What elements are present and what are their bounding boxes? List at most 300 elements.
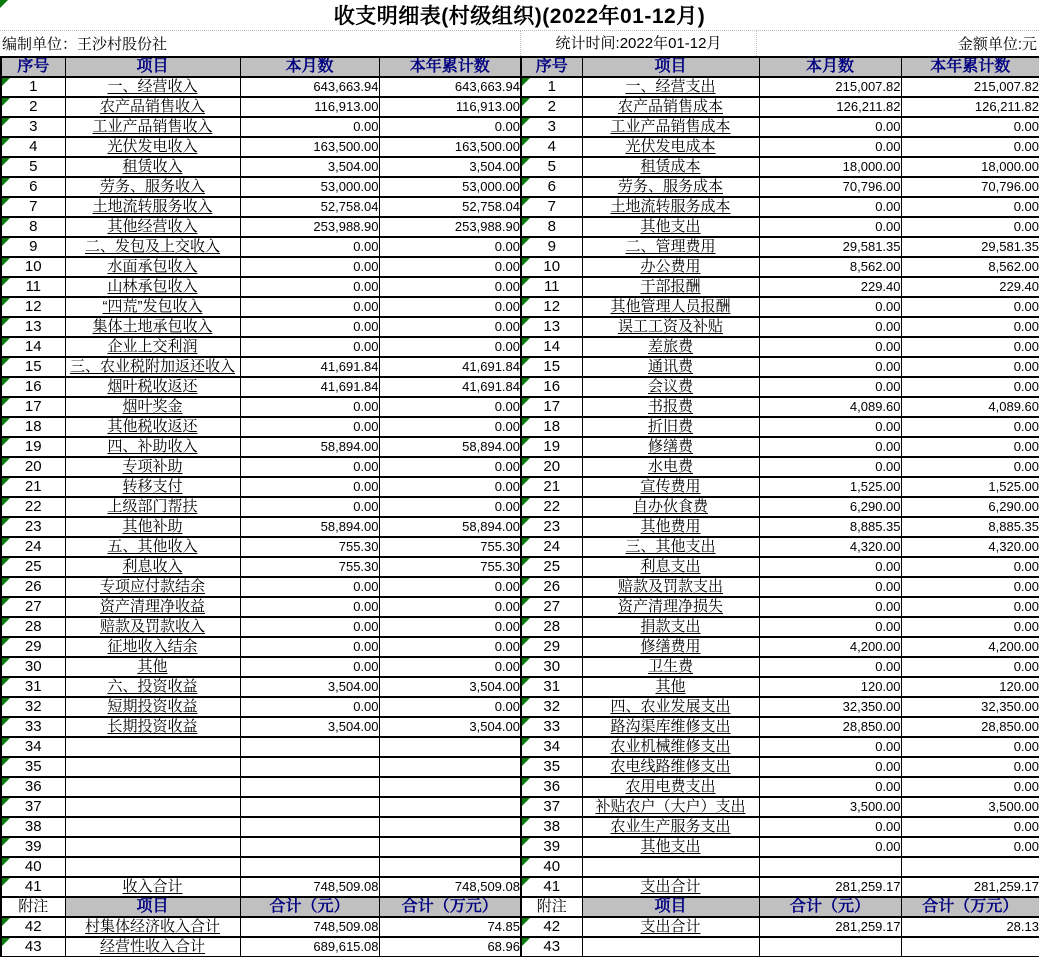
expense-item-cell (582, 77, 759, 97)
expense-ytd-value: 215,007.82 (901, 77, 1039, 97)
income-ytd-value: 0.00 (379, 457, 521, 477)
income-ytd-value: 0.00 (379, 397, 521, 417)
expense-month-value: 70,796.00 (759, 177, 901, 197)
income-item-cell (65, 317, 240, 337)
expense-month-value: 120.00 (759, 677, 901, 697)
expense-item-link[interactable]: 二、管理费用 (625, 238, 716, 255)
table-row (1, 497, 1039, 517)
income-ytd-value (379, 797, 521, 817)
income-item-cell (65, 297, 240, 317)
expense-month-value (759, 857, 901, 877)
income-ytd-value: 0.00 (379, 697, 521, 717)
income-month-value: 755.30 (240, 557, 379, 577)
expense-item-cell (582, 397, 759, 417)
expense-item-link[interactable]: 补贴农户（大户）支出 (595, 798, 746, 815)
income-item-cell (65, 777, 240, 797)
income-item-link[interactable]: 征地收入结余 (107, 638, 198, 655)
income-row-number: 28 (1, 617, 65, 637)
expense-month-value: 0.00 (759, 597, 901, 617)
expense-item-link[interactable]: 赔款及罚款支出 (617, 578, 723, 595)
income-ytd-value: 0.00 (379, 637, 521, 657)
table-row (1, 857, 1039, 877)
income-item-cell (65, 677, 240, 697)
income-item-link[interactable]: 利息收入 (122, 558, 183, 575)
expense-item-cell (582, 917, 759, 937)
income-month-value: 116,913.00 (240, 97, 379, 117)
expense-item-cell (582, 197, 759, 217)
expense-month-value: 215,007.82 (759, 77, 901, 97)
expense-month-value: 0.00 (759, 837, 901, 857)
income-month-value (240, 837, 379, 857)
expense-month-value: 0.00 (759, 577, 901, 597)
expense-row-number: 37 (521, 797, 582, 817)
expense-row-number: 43 (521, 937, 582, 957)
income-row-number: 21 (1, 477, 65, 497)
expense-item-link[interactable]: 其他管理人员报酬 (610, 298, 731, 315)
income-month-value: 53,000.00 (240, 177, 379, 197)
expense-item-cell (582, 437, 759, 457)
income-item-cell (65, 257, 240, 277)
expense-total-wan-value: 28.13 (901, 917, 1039, 937)
income-item-cell (65, 737, 240, 757)
income-item-cell (65, 397, 240, 417)
income-item-cell (65, 757, 240, 777)
expense-item-cell (582, 377, 759, 397)
income-item-link[interactable]: 其他经营收入 (107, 218, 198, 235)
meta-row (0, 31, 1039, 56)
income-row-number: 24 (1, 537, 65, 557)
expense-item-cell (582, 517, 759, 537)
table-row (1, 677, 1039, 697)
income-ytd-value: 41,691.84 (379, 377, 521, 397)
table-row (1, 637, 1039, 657)
expense-month-value: 281,259.17 (759, 877, 901, 897)
income-item-link[interactable]: “四荒”发包收入 (102, 298, 203, 315)
income-row-number: 40 (1, 857, 65, 877)
expense-item-cell (582, 357, 759, 377)
income-item-cell (65, 717, 240, 737)
expense-item-link[interactable]: 水电费 (647, 458, 693, 475)
expense-row-number: 33 (521, 717, 582, 737)
income-item-link[interactable]: 土地流转服务收入 (92, 198, 213, 215)
expense-row-number: 3 (521, 117, 582, 137)
expense-item-link[interactable]: 误工工资及补贴 (617, 318, 723, 335)
income-item-link[interactable]: 专项补助 (122, 458, 183, 475)
income-ytd-value (379, 837, 521, 857)
expense-ytd-value: 28,850.00 (901, 717, 1039, 737)
income-ytd-value: 0.00 (379, 237, 521, 257)
income-month-value (240, 857, 379, 877)
income-row-number: 25 (1, 557, 65, 577)
expense-item-link[interactable]: 支出合计 (640, 918, 701, 935)
income-month-value: 58,894.00 (240, 517, 379, 537)
expense-item-link[interactable]: 资产清理净损失 (617, 598, 723, 615)
expense-row-number: 1 (521, 77, 582, 97)
expense-item-cell (582, 317, 759, 337)
income-ytd-value: 748,509.08 (379, 877, 521, 897)
table-row (1, 697, 1039, 717)
expense-item-link[interactable]: 农电线路维修支出 (610, 758, 731, 775)
income-row-number: 38 (1, 817, 65, 837)
expense-item-link[interactable]: 支出合计 (640, 878, 701, 895)
expense-row-number: 27 (521, 597, 582, 617)
expense-month-value: 8,885.35 (759, 517, 901, 537)
income-ytd-value: 163,500.00 (379, 137, 521, 157)
income-row-number: 12 (1, 297, 65, 317)
expense-month-value: 4,089.60 (759, 397, 901, 417)
income-month-value: 41,691.84 (240, 357, 379, 377)
income-month-value: 0.00 (240, 477, 379, 497)
income-row-number: 33 (1, 717, 65, 737)
table-row (1, 77, 1039, 97)
income-row-number: 30 (1, 657, 65, 677)
expense-item-link[interactable]: 其他费用 (640, 518, 701, 535)
expense-item-cell (582, 857, 759, 877)
table-row (1, 177, 1039, 197)
expense-row-number: 13 (521, 317, 582, 337)
column-header-expense-ytd: 本年累计数 (901, 57, 1039, 77)
expense-item-cell (582, 97, 759, 117)
expense-item-link[interactable]: 农业生产服务支出 (610, 818, 731, 835)
expense-item-cell (582, 537, 759, 557)
expense-ytd-value: 0.00 (901, 737, 1039, 757)
income-item-cell (65, 617, 240, 637)
expense-month-value: 4,320.00 (759, 537, 901, 557)
income-month-value: 0.00 (240, 117, 379, 137)
expense-month-value: 126,211.82 (759, 97, 901, 117)
expense-month-value: 0.00 (759, 117, 901, 137)
expense-item-link[interactable]: 其他 (655, 678, 686, 695)
expense-ytd-value: 3,500.00 (901, 797, 1039, 817)
expense-item-cell (582, 217, 759, 237)
expense-month-value: 0.00 (759, 417, 901, 437)
income-item-cell (65, 797, 240, 817)
income-item-cell (65, 657, 240, 677)
table-row (1, 797, 1039, 817)
expense-footnote-label: 附注 (521, 897, 582, 917)
expense-row-number: 17 (521, 397, 582, 417)
expense-item-link[interactable]: 劳务、服务成本 (617, 178, 723, 195)
expense-row-number: 32 (521, 697, 582, 717)
income-item-link[interactable]: 村集体经济收入合计 (84, 918, 220, 935)
expense-item-link[interactable]: 其他支出 (640, 838, 701, 855)
income-item-link[interactable]: 长期投资收益 (107, 718, 198, 735)
income-row-number: 41 (1, 877, 65, 897)
income-item-link[interactable]: 集体土地承包收入 (92, 318, 213, 335)
expense-item-link[interactable]: 通讯费 (647, 358, 693, 375)
income-item-cell (65, 157, 240, 177)
expense-ytd-value: 126,211.82 (901, 97, 1039, 117)
income-row-number: 34 (1, 737, 65, 757)
expense-ytd-value: 0.00 (901, 457, 1039, 477)
expense-row-number: 2 (521, 97, 582, 117)
income-ytd-value: 0.00 (379, 417, 521, 437)
expense-row-number: 23 (521, 517, 582, 537)
expense-total-yuan-value (759, 937, 901, 957)
expense-item-link[interactable]: 办公费用 (640, 258, 701, 275)
income-month-value: 0.00 (240, 617, 379, 637)
income-item-link[interactable]: 农产品销售收入 (99, 98, 205, 115)
table-row (1, 417, 1039, 437)
expense-ytd-value: 4,320.00 (901, 537, 1039, 557)
income-item-cell (65, 837, 240, 857)
income-month-value (240, 777, 379, 797)
expense-row-number: 4 (521, 137, 582, 157)
income-month-value: 748,509.08 (240, 877, 379, 897)
income-month-value (240, 737, 379, 757)
income-ytd-value: 3,504.00 (379, 157, 521, 177)
expense-row-number: 42 (521, 917, 582, 937)
income-ytd-value: 0.00 (379, 577, 521, 597)
expense-item-cell (582, 637, 759, 657)
expense-ytd-value: 0.00 (901, 557, 1039, 577)
income-total-yuan-value: 689,615.08 (240, 937, 379, 957)
expense-ytd-value: 0.00 (901, 597, 1039, 617)
expense-month-value: 1,525.00 (759, 477, 901, 497)
income-row-number: 20 (1, 457, 65, 477)
table-row (1, 817, 1039, 837)
income-item-cell (65, 337, 240, 357)
expense-item-link[interactable]: 四、农业发展支出 (610, 698, 731, 715)
income-row-number: 16 (1, 377, 65, 397)
income-row-number: 23 (1, 517, 65, 537)
expense-ytd-value: 1,525.00 (901, 477, 1039, 497)
income-ytd-value: 0.00 (379, 597, 521, 617)
expense-month-value: 0.00 (759, 737, 901, 757)
table-row (1, 777, 1039, 797)
expense-item-link[interactable]: 修缮费 (647, 438, 693, 455)
income-item-link[interactable]: 其他税收返还 (107, 418, 198, 435)
expense-ytd-value: 0.00 (901, 777, 1039, 797)
expense-item-link[interactable]: 卫生费 (647, 658, 693, 675)
income-row-number: 15 (1, 357, 65, 377)
income-footnote-label: 附注 (1, 897, 65, 917)
income-month-value (240, 797, 379, 817)
income-item-cell (65, 457, 240, 477)
income-item-link[interactable]: 五、其他收入 (107, 538, 198, 555)
table-row (1, 197, 1039, 217)
table-row (1, 137, 1039, 157)
expense-row-number: 20 (521, 457, 582, 477)
expense-item-link[interactable]: 差旅费 (647, 338, 693, 355)
column-header-expense-no: 序号 (521, 57, 582, 77)
expense-ytd-value: 18,000.00 (901, 157, 1039, 177)
income-item-link[interactable]: 企业上交利润 (107, 338, 198, 355)
income-row-number: 5 (1, 157, 65, 177)
income-item-cell (65, 557, 240, 577)
income-ytd-value: 0.00 (379, 337, 521, 357)
expense-month-value: 0.00 (759, 657, 901, 677)
expense-item-link[interactable]: 光伏发电成本 (625, 138, 716, 155)
income-item-link[interactable]: 资产清理净收益 (99, 598, 205, 615)
expense-item-link[interactable]: 租赁成本 (640, 158, 701, 175)
income-month-value: 0.00 (240, 457, 379, 477)
expense-ytd-value: 8,885.35 (901, 517, 1039, 537)
income-row-number: 42 (1, 917, 65, 937)
expense-ytd-value: 0.00 (901, 837, 1039, 857)
expense-month-value: 229.40 (759, 277, 901, 297)
income-item-link[interactable]: 赔款及罚款收入 (99, 618, 205, 635)
income-total-wan-value: 74.85 (379, 917, 521, 937)
income-row-number: 27 (1, 597, 65, 617)
income-item-link[interactable]: 山林承包收入 (107, 278, 198, 295)
expense-month-value: 0.00 (759, 137, 901, 157)
table-row (1, 457, 1039, 477)
expense-month-value: 0.00 (759, 757, 901, 777)
expense-month-value: 0.00 (759, 197, 901, 217)
income-ytd-value: 0.00 (379, 477, 521, 497)
expense-ytd-value: 29,581.35 (901, 237, 1039, 257)
income-item-cell (65, 937, 240, 957)
income-item-link[interactable]: 劳务、服务收入 (99, 178, 205, 195)
table-row (1, 117, 1039, 137)
income-item-link[interactable]: 其他补助 (122, 518, 183, 535)
income-item-link[interactable]: 其他 (137, 658, 168, 675)
expense-ytd-value: 0.00 (901, 617, 1039, 637)
expense-item-link[interactable]: 折旧费 (647, 418, 693, 435)
table-row (1, 597, 1039, 617)
income-item-link[interactable]: 经营性收入合计 (99, 938, 205, 955)
expense-ytd-value: 0.00 (901, 757, 1039, 777)
table-row (1, 657, 1039, 677)
income-month-value: 0.00 (240, 257, 379, 277)
income-item-link[interactable]: 一、经营收入 (107, 78, 198, 95)
expense-item-link[interactable]: 宣传费用 (640, 478, 701, 495)
income-month-value: 0.00 (240, 317, 379, 337)
income-month-value: 58,894.00 (240, 437, 379, 457)
expense-month-value: 0.00 (759, 357, 901, 377)
income-ytd-value (379, 777, 521, 797)
column-header-income-month: 本月数 (240, 57, 379, 77)
income-row-number: 7 (1, 197, 65, 217)
expense-month-value: 18,000.00 (759, 157, 901, 177)
expense-row-number: 5 (521, 157, 582, 177)
expense-item-cell (582, 337, 759, 357)
income-item-link[interactable]: 工业产品销售收入 (92, 118, 213, 135)
expense-item-link[interactable]: 捐款支出 (640, 618, 701, 635)
expense-item-link[interactable]: 农业机械维修支出 (610, 738, 731, 755)
expense-item-cell (582, 577, 759, 597)
income-item-link[interactable]: 专项应付款结余 (99, 578, 205, 595)
income-item-link[interactable]: 六、投资收益 (107, 678, 198, 695)
income-item-link[interactable]: 四、补助收入 (107, 438, 198, 455)
expense-item-link[interactable]: 土地流转服务成本 (610, 198, 731, 215)
income-month-value: 0.00 (240, 577, 379, 597)
income-month-value: 0.00 (240, 697, 379, 717)
income-item-link[interactable]: 水面承包收入 (107, 258, 198, 275)
expense-item-link[interactable]: 自办伙食费 (632, 498, 708, 515)
expense-item-link[interactable]: 农用电费支出 (625, 778, 716, 795)
footnote-row (1, 937, 1039, 957)
expense-item-link[interactable]: 干部报酬 (640, 278, 701, 295)
expense-item-link[interactable]: 修缮费用 (640, 638, 701, 655)
expense-ytd-value: 0.00 (901, 377, 1039, 397)
income-row-number: 14 (1, 337, 65, 357)
expense-item-cell (582, 937, 759, 957)
expense-total-wan-value (901, 937, 1039, 957)
income-item-cell (65, 697, 240, 717)
income-item-link[interactable]: 租赁收入 (122, 158, 183, 175)
expense-item-cell (582, 257, 759, 277)
income-item-link[interactable]: 二、发包及上交收入 (84, 238, 220, 255)
expense-item-cell (582, 297, 759, 317)
expense-item-link[interactable]: 书报费 (647, 398, 693, 415)
income-ytd-value: 0.00 (379, 257, 521, 277)
expense-item-link[interactable]: 工业产品销售成本 (610, 118, 731, 135)
expense-item-link[interactable]: 三、其他支出 (625, 538, 716, 555)
income-item-link[interactable]: 光伏发电收入 (107, 138, 198, 155)
income-item-link[interactable]: 上级部门帮扶 (107, 498, 198, 515)
expense-item-cell (582, 277, 759, 297)
income-item-cell (65, 197, 240, 217)
expense-ytd-value: 0.00 (901, 197, 1039, 217)
table-row (1, 377, 1039, 397)
income-item-cell (65, 817, 240, 837)
income-month-value: 755.30 (240, 537, 379, 557)
income-month-value (240, 817, 379, 837)
income-ytd-value: 116,913.00 (379, 97, 521, 117)
expense-item-link[interactable]: 会议费 (647, 378, 693, 395)
expense-item-link[interactable]: 其他支出 (640, 218, 701, 235)
expense-row-number: 9 (521, 237, 582, 257)
table-row (1, 557, 1039, 577)
income-item-cell (65, 417, 240, 437)
expense-row-number: 34 (521, 737, 582, 757)
expense-ytd-value: 0.00 (901, 657, 1039, 677)
table-row (1, 577, 1039, 597)
income-month-value: 0.00 (240, 657, 379, 677)
income-row-number: 35 (1, 757, 65, 777)
income-item-cell (65, 637, 240, 657)
income-row-number: 8 (1, 217, 65, 237)
income-row-number: 4 (1, 137, 65, 157)
table-row (1, 837, 1039, 857)
income-item-link[interactable]: 三、农业税附加返还收入 (69, 358, 235, 375)
income-item-link[interactable]: 烟叶奖金 (122, 398, 183, 415)
expense-ytd-value: 281,259.17 (901, 877, 1039, 897)
income-ytd-value: 0.00 (379, 117, 521, 137)
income-row-number: 10 (1, 257, 65, 277)
expense-ytd-value: 0.00 (901, 117, 1039, 137)
income-row-number: 11 (1, 277, 65, 297)
income-item-link[interactable]: 转移支付 (122, 478, 183, 495)
expense-item-link[interactable]: 一、经营支出 (625, 78, 716, 95)
income-item-link[interactable]: 短期投资收益 (107, 698, 198, 715)
expense-total-yuan-value: 281,259.17 (759, 917, 901, 937)
expense-row-number: 39 (521, 837, 582, 857)
income-row-number: 6 (1, 177, 65, 197)
expense-row-number: 24 (521, 537, 582, 557)
expense-item-link[interactable]: 路沟渠库维修支出 (610, 718, 731, 735)
expense-item-cell (582, 557, 759, 577)
expense-month-value: 0.00 (759, 297, 901, 317)
income-item-link[interactable]: 收入合计 (122, 878, 183, 895)
table-row (1, 317, 1039, 337)
expense-row-number: 29 (521, 637, 582, 657)
income-row-number: 31 (1, 677, 65, 697)
income-item-link[interactable]: 烟叶税收返还 (107, 378, 198, 395)
expense-item-link[interactable]: 利息支出 (640, 558, 701, 575)
expense-item-link[interactable]: 农产品销售成本 (617, 98, 723, 115)
footnote-row (1, 917, 1039, 937)
income-row-number: 2 (1, 97, 65, 117)
expense-row-number: 22 (521, 497, 582, 517)
expense-month-value: 0.00 (759, 617, 901, 637)
income-month-value (240, 757, 379, 777)
expense-ytd-value: 0.00 (901, 357, 1039, 377)
currency-unit-label: 金额单位:元 (957, 36, 1037, 53)
income-row-number: 26 (1, 577, 65, 597)
